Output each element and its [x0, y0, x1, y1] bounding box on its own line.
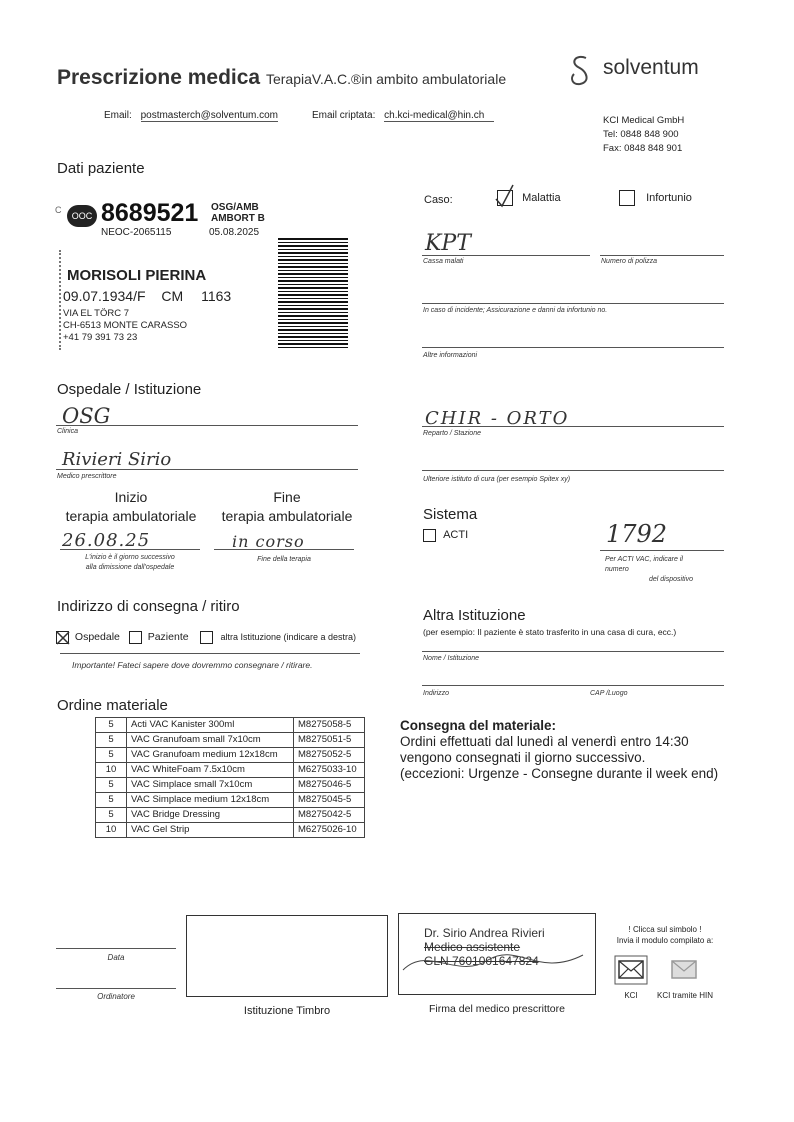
- email-label: Email:: [104, 110, 132, 121]
- fine-title-line1: Fine: [273, 489, 301, 505]
- section-ordine-materiale: Ordine materiale: [57, 697, 168, 714]
- consegna-line1: Ordini effettuati dal lunedì al venerdì entro 14:30: [400, 734, 689, 749]
- inizio-title: [58, 488, 204, 526]
- nome-line: [422, 651, 724, 652]
- inizio-title-line1: Inizio: [114, 489, 148, 505]
- ulteriore-line: [422, 470, 724, 471]
- order-code-cell[interactable]: M8275052-5: [294, 748, 365, 763]
- polizza-line: [600, 255, 724, 256]
- case-label: Caso:: [424, 194, 453, 206]
- order-desc-cell[interactable]: VAC Simplace small 7x10cm: [127, 778, 294, 793]
- order-code-cell[interactable]: M6275033-10: [294, 763, 365, 778]
- section-dati-paziente: Dati paziente: [57, 160, 145, 177]
- delivery-options: [56, 631, 356, 644]
- fine-caption: Fine della terapia: [257, 556, 311, 563]
- timbro-box[interactable]: [186, 915, 388, 997]
- order-row: [95, 778, 365, 793]
- acti-checkbox[interactable]: [423, 529, 436, 542]
- fine-line: [214, 549, 354, 550]
- patient-address: [63, 308, 187, 344]
- order-code-cell[interactable]: M8275051-5: [294, 733, 365, 748]
- solventum-logo-icon: [566, 52, 596, 88]
- case-infortunio-option[interactable]: [619, 190, 692, 206]
- inizio-line: [60, 549, 200, 550]
- firma-caption: Firma del medico prescrittore: [429, 1003, 565, 1015]
- cross-mark-icon: [56, 631, 70, 645]
- device-caption-line3: del dispositivo: [649, 576, 693, 583]
- infortunio-label: Infortunio: [646, 191, 692, 204]
- indirizzo-caption: Indirizzo: [423, 690, 450, 697]
- clinica-value[interactable]: OSG: [62, 404, 111, 428]
- cap-caption: CAP /Luogo: [590, 690, 628, 697]
- delivery-line: [60, 653, 360, 654]
- page-title: [57, 66, 506, 90]
- patient-phone: +41 79 391 73 23: [63, 332, 138, 343]
- inizio-caption-line1: L'inizio è il giorno successivo: [85, 554, 175, 561]
- order-row: [95, 733, 365, 748]
- envelope-hin-icon: [667, 955, 701, 985]
- timbro-caption: Istituzione Timbro: [243, 1005, 331, 1017]
- check-mark-icon: [494, 183, 516, 209]
- consegna-line2: vengono consegnati il giorno successivo.: [400, 750, 646, 765]
- order-table: [95, 717, 365, 838]
- company-name: KCI Medical GmbH: [603, 115, 685, 126]
- stamp-line2: Medico assistente: [424, 940, 521, 954]
- kci-hin-mail-button[interactable]: [667, 955, 701, 990]
- reparto-caption: Reparto / Stazione: [423, 430, 481, 437]
- kci-mail-button[interactable]: [614, 955, 648, 990]
- patient-dob-row: [63, 288, 231, 304]
- ordinatore-line: [56, 988, 176, 989]
- patient-neoc: NEOC-2065115: [101, 227, 172, 238]
- malattia-label: Malattia: [522, 191, 561, 204]
- patient-number: 8689521: [101, 199, 199, 227]
- patient-street: VIA EL TÖRC 7: [63, 308, 129, 319]
- device-line: [600, 550, 724, 551]
- cassa-malati-caption: Cassa malati: [423, 258, 464, 265]
- device-caption-line2: numero: [605, 566, 629, 573]
- medico-line: [56, 469, 358, 470]
- order-row: [95, 823, 365, 838]
- patient-code2: AMBORT B: [211, 213, 265, 224]
- consegna-title: Consegna del materiale:: [400, 718, 557, 733]
- ospedale-checkbox[interactable]: [56, 631, 69, 644]
- cassa-line: [422, 255, 590, 256]
- ulteriore-caption: Ulteriore istituto di cura (per esempio Spitex xy): [423, 476, 571, 483]
- send-instructions: [600, 924, 730, 946]
- order-code-cell[interactable]: M8275045-5: [294, 793, 365, 808]
- order-qty-cell[interactable]: 5: [96, 778, 127, 793]
- reparto-line: [422, 426, 724, 427]
- patient-dob: 09.07.1934/F: [63, 288, 146, 304]
- incidente-caption: In caso di incidente; Assicurazione e danni da infortunio no.: [423, 307, 608, 314]
- altre-line: [422, 347, 724, 348]
- order-qty-cell[interactable]: 10: [96, 763, 127, 778]
- delivery-note: Importante! Fateci sapere dove dovremmo consegnare / ritirare.: [72, 660, 313, 670]
- order-qty-cell[interactable]: 5: [96, 718, 127, 733]
- nome-caption: Nome / Istituzione: [423, 655, 480, 662]
- infortunio-checkbox[interactable]: [619, 190, 635, 206]
- patient-city: CH-6513 MONTE CARASSO: [63, 320, 188, 331]
- patient-date: 05.08.2025: [209, 227, 260, 238]
- stamp-line1: Dr. Sirio Andrea Rivieri: [424, 926, 545, 940]
- section-ospedale: Ospedale / Istituzione: [57, 381, 202, 398]
- paziente-label: Paziente: [147, 631, 189, 644]
- order-qty-cell[interactable]: 5: [96, 793, 127, 808]
- order-code-cell[interactable]: M8275058-5: [294, 718, 365, 733]
- order-row: [95, 748, 365, 763]
- acti-label: ACTI: [443, 529, 469, 542]
- device-caption: [605, 555, 693, 585]
- altre-caption: Altre informazioni: [423, 352, 478, 359]
- cassa-malati-value[interactable]: KPT: [425, 231, 471, 256]
- order-desc-cell[interactable]: VAC Bridge Dressing: [127, 808, 294, 823]
- consegna-line3: (eccezioni: Urgenze - Consegne durante il week end): [400, 766, 719, 781]
- order-row: [95, 718, 365, 733]
- order-qty-cell[interactable]: 10: [96, 823, 127, 838]
- email-crypt-label: Email criptata:: [312, 110, 376, 121]
- email-link[interactable]: postmasterch@solventum.com: [140, 110, 278, 121]
- order-desc-cell[interactable]: VAC Granufoam small 7x10cm: [127, 733, 294, 748]
- stamp-line3: GLN 7601001647824: [424, 954, 539, 968]
- case-malattia-option[interactable]: [497, 190, 561, 206]
- clinica-caption: Clinica: [57, 428, 79, 435]
- device-number-value[interactable]: 1792: [606, 520, 668, 548]
- device-caption-line1: Per ACTI VAC, indicare il: [605, 556, 683, 563]
- company-tel: Tel: 0848 848 900: [603, 129, 679, 140]
- polizza-caption: Numero di polizza: [601, 258, 658, 265]
- reparto-value[interactable]: CHIR - ORTO: [425, 408, 570, 429]
- kci-hin-label: KCI tramite HIN: [656, 991, 713, 1000]
- inizio-value[interactable]: 26.08.25: [62, 530, 151, 551]
- inizio-caption: [60, 553, 200, 573]
- ordinatore-caption: Ordinatore: [97, 992, 135, 1001]
- order-row: [95, 808, 365, 823]
- order-qty-cell[interactable]: 5: [96, 748, 127, 763]
- order-desc-cell[interactable]: VAC Gel Strip: [127, 823, 294, 838]
- order-desc-cell[interactable]: VAC Granufoam medium 12x18cm: [127, 748, 294, 763]
- fine-title: [217, 488, 357, 526]
- medico-value[interactable]: Rivieri Sirio: [62, 449, 172, 470]
- envelope-icon: [614, 955, 648, 985]
- patient-name: MORISOLI PIERINA: [67, 267, 207, 284]
- altra-example: (per esempio: Il paziente è stato trasferito in una casa di cura, ecc.): [423, 627, 677, 637]
- kci-label: KCI: [624, 991, 638, 1000]
- patient-code1: OSG/AMB: [211, 202, 259, 213]
- ospedale-label: Ospedale: [74, 631, 120, 644]
- order-code-cell[interactable]: M8275042-5: [294, 808, 365, 823]
- order-code-cell[interactable]: M6275026-10: [294, 823, 365, 838]
- company-fax: Fax: 0848 848 901: [603, 143, 683, 154]
- order-code-cell[interactable]: M8275046-5: [294, 778, 365, 793]
- malattia-checkbox[interactable]: [497, 190, 513, 206]
- order-desc-cell[interactable]: Acti VAC Kanister 300ml: [127, 718, 294, 733]
- brand-logo: [566, 52, 596, 93]
- signature-scribble: [398, 940, 588, 990]
- inizio-title-line2: terapia ambulatoriale: [65, 508, 197, 524]
- section-sistema: Sistema: [423, 506, 478, 523]
- inizio-caption-line2: alla dimissione dall'ospedale: [85, 564, 175, 571]
- patient-cm: CM: [161, 288, 184, 304]
- subtitle-text: TerapiaV.A.C.®in ambito ambulatoriale: [265, 71, 507, 87]
- email-crypt-row: [312, 110, 494, 121]
- barcode: [278, 238, 348, 348]
- email-row: [104, 110, 278, 121]
- company-info: [603, 114, 684, 156]
- section-indirizzo-consegna: Indirizzo di consegna / ritiro: [57, 598, 240, 615]
- order-row: [95, 793, 365, 808]
- brand-name: solventum: [603, 56, 699, 79]
- label-edge-mark: C: [55, 205, 62, 215]
- patient-cm-number: 1163: [201, 288, 232, 304]
- fine-title-line2: terapia ambulatoriale: [221, 508, 353, 524]
- order-qty-cell[interactable]: 5: [96, 808, 127, 823]
- acti-option[interactable]: [423, 529, 468, 542]
- data-line: [56, 948, 176, 949]
- incidente-line: [422, 303, 724, 304]
- patient-codes: [211, 202, 265, 224]
- order-row: [95, 763, 365, 778]
- delivery-ospedale-option[interactable]: [56, 631, 123, 643]
- send-line2: Invia il modulo compilato a:: [616, 936, 714, 945]
- title-text: Prescrizione medica: [57, 66, 261, 89]
- clinica-line: [56, 425, 358, 426]
- consegna-info: [400, 718, 718, 782]
- send-line1: ! Clicca sul simbolo !: [628, 925, 702, 934]
- altra-checkbox[interactable]: [200, 631, 213, 644]
- medico-caption: Medico prescrittore: [57, 473, 117, 480]
- order-qty-cell[interactable]: 5: [96, 733, 127, 748]
- section-altra-istituzione: Altra Istituzione: [423, 607, 526, 624]
- order-desc-cell[interactable]: VAC WhiteFoam 7.5x10cm: [127, 763, 294, 778]
- altra-label: altra Istituzione (indicare a destra): [220, 632, 356, 643]
- paziente-checkbox[interactable]: [129, 631, 142, 644]
- indirizzo-line: [422, 685, 724, 686]
- order-desc-cell[interactable]: VAC Simplace medium 12x18cm: [127, 793, 294, 808]
- delivery-paziente-option[interactable]: [129, 631, 192, 643]
- patient-badge: OOC: [67, 205, 97, 227]
- email-crypt-link[interactable]: ch.kci-medical@hin.ch: [384, 110, 494, 122]
- fine-value[interactable]: in corso: [232, 532, 305, 551]
- data-caption: Data: [107, 953, 125, 962]
- delivery-altra-option[interactable]: [200, 631, 356, 643]
